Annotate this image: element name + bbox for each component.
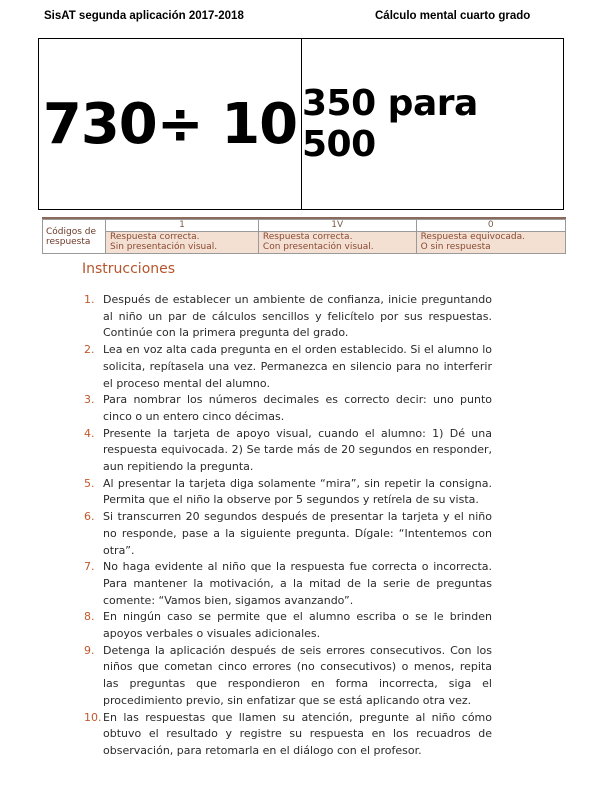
instruction-number: 6. xyxy=(84,510,95,524)
instruction-item xyxy=(84,342,492,392)
code-1-line1: Respuesta correcta. xyxy=(110,232,200,242)
problem-cards xyxy=(38,38,564,210)
instruction-item xyxy=(84,710,492,760)
instruction-text: En ningún caso se permite que el alumno escriba o se le brinden apoyos verbales o visuales adicionales. xyxy=(103,610,492,641)
instruction-text: No haga evidente al niño que la respuesta fue correcta o incorrecta. Para mantener la motivación, a la mitad de la serie de preguntas comente: “Vamos bien, sigamos avanzando”. xyxy=(103,560,492,607)
instruction-item xyxy=(84,292,492,342)
instruction-text: En las respuestas que llamen su atención, pregunte al niño cómo obtuvo el resultado y registre su respuesta en los recuadros de observación, para retomarla en el diálogo con el profesor. xyxy=(103,710,492,757)
code-1: 1 xyxy=(106,220,259,232)
instruction-item xyxy=(84,609,492,642)
instructions-title: Instrucciones xyxy=(82,261,176,277)
instruction-text: Detenga la aplicación después de seis errores consecutivos. Con los niños que cometan cinco errores (no consecutivos) o menos, repita las preguntas que respondieron en forma incorrecta, siga el procedimiento previo, sin enfatizar que se está aplicando otra vez. xyxy=(103,643,492,707)
instruction-text: Lea en voz alta cada pregunta en el orden establecido. Si el alumno lo solicita, repítasela una vez. Permanezca en silencio para no interferir el proceso mental del alumno. xyxy=(103,343,492,390)
instruction-item xyxy=(84,392,492,425)
instruction-item xyxy=(84,426,492,476)
code-0-line2: O sin respuesta xyxy=(420,242,491,252)
instruction-number: 2. xyxy=(84,343,95,357)
instruction-text: Después de establecer un ambiente de confianza, inicie preguntando al niño un par de cálculos sencillos y felicítelo por sus respuestas. Continúe con la primera pregunta del grado. xyxy=(103,293,492,340)
instruction-number: 8. xyxy=(84,610,95,624)
instruction-item xyxy=(84,509,492,559)
problem-card-division: 730÷ 10 xyxy=(39,39,302,209)
code-1v: 1V xyxy=(258,220,416,232)
code-1-line2: Sin presentación visual. xyxy=(110,242,218,252)
instruction-item xyxy=(84,476,492,509)
response-codes-table xyxy=(42,219,566,254)
instruction-text: Presente la tarjeta de apoyo visual, cuando el alumno: 1) Dé una respuesta equivocada. 2) Se tarde más de 20 segundos en responder, aun repitiendo la pregunta. xyxy=(103,426,492,474)
code-0-line1: Respuesta equivocada. xyxy=(420,232,526,242)
instruction-text: Al presentar la tarjeta diga solamente “mira”, sin repetir la consigna. Permita que el niño la observe por 5 segundos y retírela de su vista. xyxy=(103,476,492,507)
instruction-number: 1. xyxy=(84,293,95,306)
instruction-number: 3. xyxy=(84,393,95,407)
codes-label: Códigos de respuesta xyxy=(43,220,106,254)
code-0: 0 xyxy=(416,220,565,232)
header-subject: Cálculo mental cuarto grado xyxy=(375,10,531,22)
instructions-list xyxy=(84,292,492,760)
code-0-description xyxy=(416,232,565,254)
code-1-description xyxy=(106,232,259,254)
instruction-number: 5. xyxy=(84,476,95,490)
instruction-item xyxy=(84,559,492,609)
problem-card-complement: 350 para 500 xyxy=(302,83,478,165)
code-1v-line2: Con presentación visual. xyxy=(262,242,374,252)
code-1v-line1: Respuesta correcta. xyxy=(262,232,353,242)
instruction-number: 10. xyxy=(84,710,102,724)
instruction-number: 9. xyxy=(84,643,95,657)
instruction-text: Si transcurren 20 segundos después de presentar la tarjeta y el niño no responde, pase a la siguiente pregunta. Dígale: “Intentemos con otra”. xyxy=(103,510,492,557)
header-title: SisAT segunda aplicación 2017-2018 xyxy=(44,10,244,22)
instruction-number: 7. xyxy=(84,560,95,574)
instruction-text: Para nombrar los números decimales es correcto decir: uno punto cinco o un entero cinco décimas. xyxy=(103,393,492,423)
instruction-item xyxy=(84,643,492,710)
code-1v-description xyxy=(258,232,416,254)
instruction-number: 4. xyxy=(84,426,95,440)
